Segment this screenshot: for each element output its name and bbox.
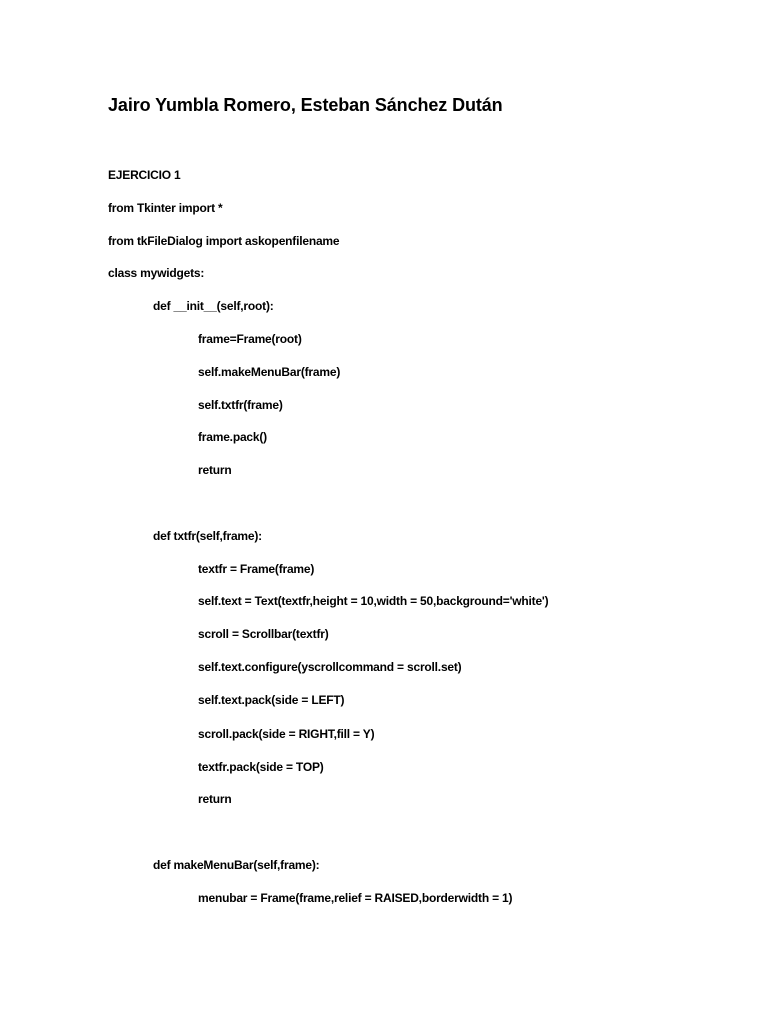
- code-line: textfr.pack(side = TOP): [198, 760, 324, 774]
- code-line: frame=Frame(root): [198, 332, 302, 346]
- document-title: Jairo Yumbla Romero, Esteban Sánchez Dután: [108, 95, 503, 115]
- code-line: return: [198, 792, 232, 806]
- code-line: from Tkinter import *: [108, 201, 223, 215]
- code-line: EJERCICIO 1: [108, 168, 181, 182]
- code-line: self.text.pack(side = LEFT): [198, 693, 345, 707]
- code-line: menubar = Frame(frame,relief = RAISED,borderwidth = 1): [198, 891, 513, 905]
- code-line: return: [198, 463, 232, 477]
- code-line: textfr = Frame(frame): [198, 562, 315, 576]
- code-line: def makeMenuBar(self,frame):: [153, 858, 320, 872]
- code-line: self.txtfr(frame): [198, 398, 283, 412]
- code-line: from tkFileDialog import askopenfilename: [108, 234, 340, 248]
- code-line: def txtfr(self,frame):: [153, 529, 262, 543]
- code-line: self.text = Text(textfr,height = 10,width = 50,background='white'): [198, 594, 549, 608]
- code-line: scroll.pack(side = RIGHT,fill = Y): [198, 727, 375, 741]
- code-line: self.text.configure(yscrollcommand = scroll.set): [198, 660, 462, 674]
- code-line: class mywidgets:: [108, 266, 205, 280]
- code-line: def __init__(self,root):: [153, 299, 274, 313]
- code-line: scroll = Scrollbar(textfr): [198, 627, 329, 641]
- code-line: self.makeMenuBar(frame): [198, 365, 341, 379]
- code-line: frame.pack(): [198, 430, 267, 444]
